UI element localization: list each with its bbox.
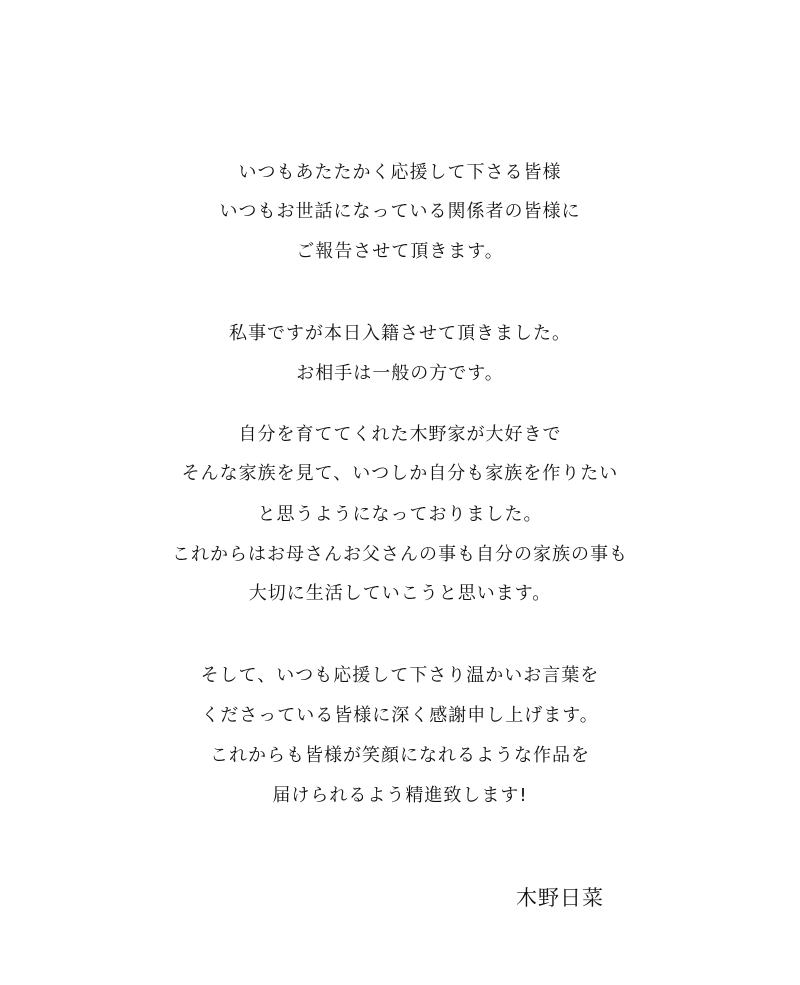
paragraph-3-line-3: と思うようになっておりました。 (257, 504, 543, 525)
paragraph-2-line-2: お相手は一般の方です。 (296, 363, 504, 384)
paragraph-3-line-4: これからはお母さんお父さんの事も自分の家族の事も (172, 544, 628, 565)
signature-name: 木野日菜 (516, 886, 604, 910)
paragraph-1-line-3: ご報告させて頂きます。 (296, 241, 504, 262)
paragraph-3-line-1: 自分を育ててくれた木野家が大好きで (238, 424, 562, 445)
paragraph-4-line-2: くださっている皆様に深く感謝申し上げます。 (201, 705, 599, 726)
paragraph-1-line-2: いつもお世話になっている関係者の皆様に (219, 201, 581, 222)
paragraph-2-line-1: 私事ですが本日入籍させて頂きました。 (229, 323, 571, 344)
paragraph-4-line-1: そして、いつも応援して下さり温かいお言葉を (200, 665, 600, 686)
paragraph-3-line-2: そんな家族を見て、いつしか自分も家族を作りたい (181, 463, 619, 484)
paragraph-1-line-1: いつもあたたかく応援して下さる皆様 (238, 162, 562, 183)
paragraph-4-line-4: 届けられるよう精進致します! (272, 785, 528, 806)
paragraph-3-line-5: 大切に生活していこうと思います。 (248, 583, 552, 604)
paragraph-4-line-3: これからも皆様が笑顔になれるような作品を (210, 745, 590, 766)
